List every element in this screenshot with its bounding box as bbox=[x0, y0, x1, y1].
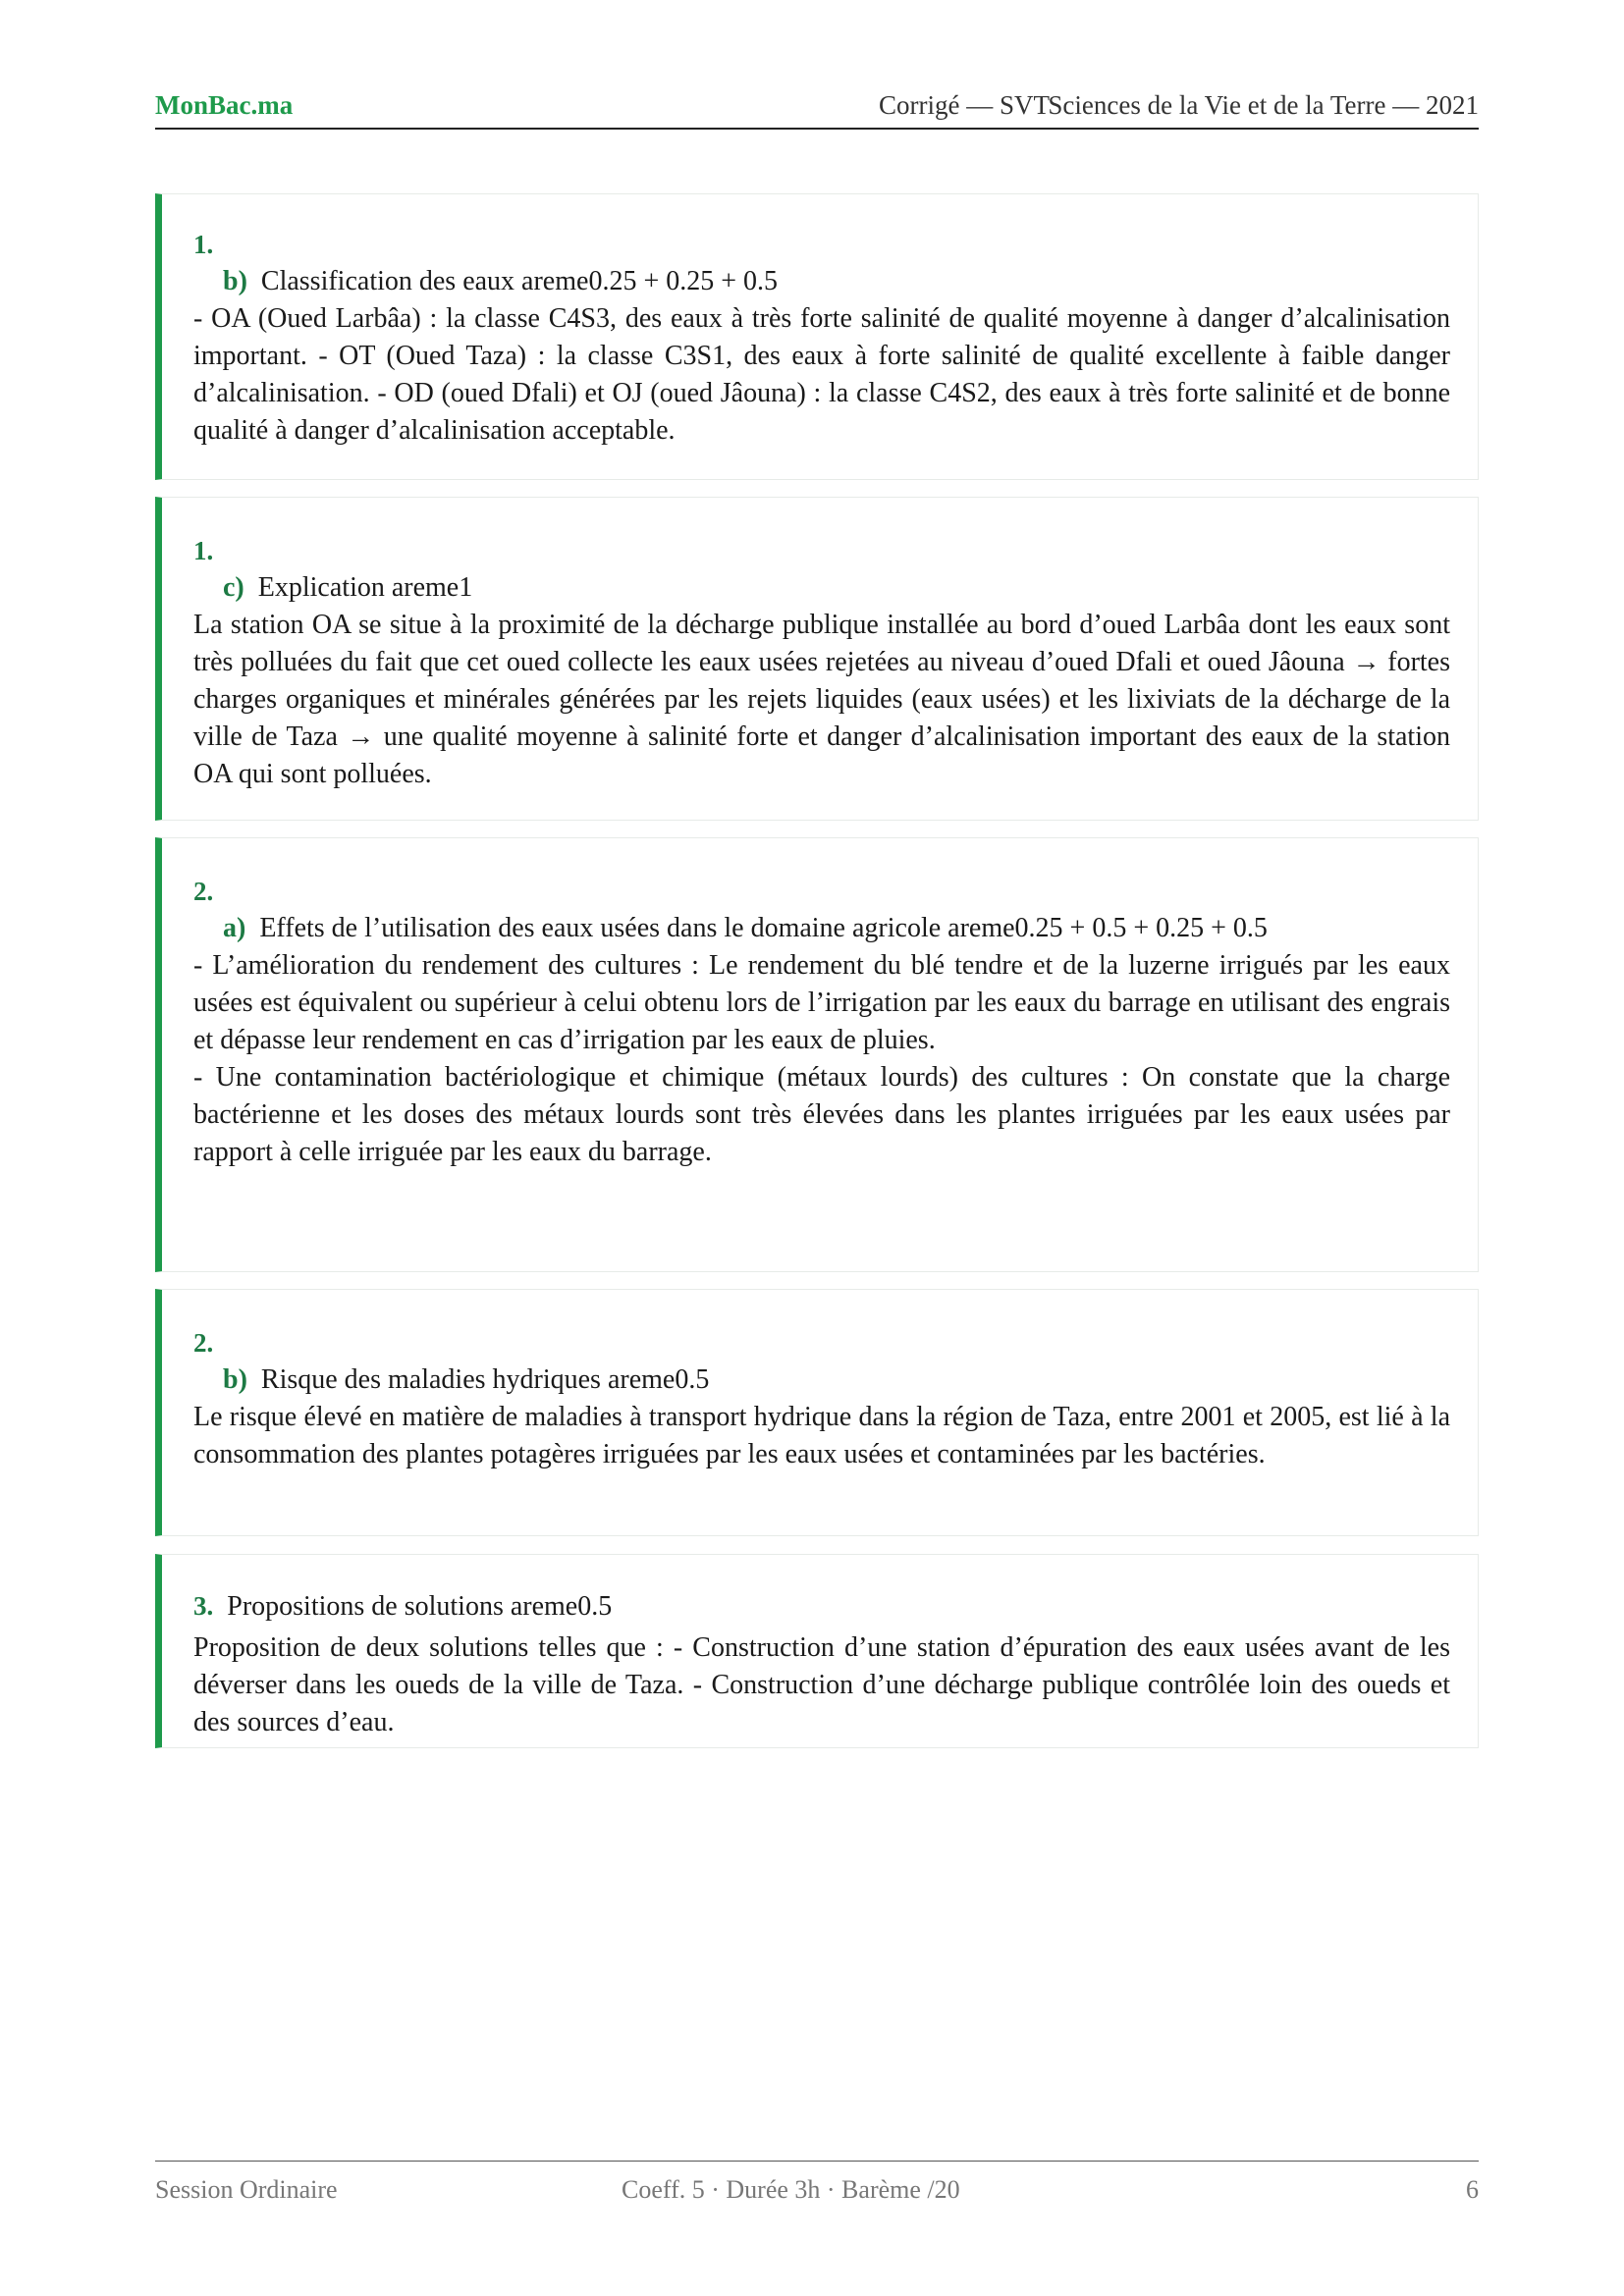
subquestion-heading bbox=[193, 1362, 1450, 1399]
subquestion-title: Classification des eaux areme0.25 + 0.25 + 0.5 bbox=[260, 266, 779, 296]
question-number: 1. bbox=[193, 536, 214, 565]
question-number: 2. bbox=[193, 877, 214, 906]
answer-block-2a bbox=[155, 837, 1479, 1272]
question-number: 2. bbox=[193, 1328, 214, 1358]
answer-text: - OA (Oued Larbâa) : la classe C4S3, des eaux à très forte salinité de qualité moyenne à danger d’alcalinisation important. - OT (Oued Taza) : la classe C3S1, des eaux à forte salinité de qualité excellente à faible danger d’alcalinisation. - OD (oued Dfali) et OJ (oued Jâouna) : la classe C4S2, des eaux à très forte salinité et de bonne qualité à danger d’alcalinisation acceptable. bbox=[193, 303, 1450, 446]
answer-block-1c bbox=[155, 497, 1479, 821]
answer-text: Le risque élevé en matière de maladies à transport hydrique dans la région de Taza, entre 2001 et 2005, est lié à la consommation des plantes potagères irriguées par les eaux usées et contaminées par les bactéries. bbox=[193, 1402, 1450, 1469]
answer-paragraph: - L’amélioration du rendement des cultures : Le rendement du blé tendre et de la luzerne irrigués par les eaux usées est équivalent ou supérieur à celui obtenu lors de l’irrigation par les eaux du barrage en utilisant des engrais et dépasse leur rendement en cas d’irrigation par les eaux de pluies. bbox=[193, 950, 1450, 1055]
subquestion-heading bbox=[193, 910, 1450, 947]
question-title: Propositions de solutions areme0.5 bbox=[227, 1591, 613, 1622]
subquestion-title: Effets de l’utilisation des eaux usées dans le domaine agricole areme0.25 + 0.5 + 0.25 + 0.5 bbox=[259, 913, 1268, 943]
question-heading bbox=[193, 1587, 1450, 1629]
page-number: 6 bbox=[1466, 2175, 1479, 2204]
answer-text: Proposition de deux solutions telles que : - Construction d’une station d’épuration des eaux usées avant de les déverser dans les oueds de la ville de Taza. - Construction d’une décharge publique contrôlée loin des oueds et des sources d’eau. bbox=[193, 1632, 1450, 1737]
subquestion-heading bbox=[193, 263, 1450, 300]
question-number: 1. bbox=[193, 230, 214, 259]
question-number: 3. bbox=[193, 1591, 214, 1621]
subquestion-title: Explication areme1 bbox=[257, 572, 473, 603]
answer-text: La station OA se situe à la proximité de la décharge publique installée au bord d’oued Larbâa dont les eaux sont très polluées du fait que cet oued collecte les eaux usées rejetées au niveau d’oued Dfali et oued Jâouna → fortes charges organiques et minérales générées par les rejets liquides (eaux usées) et les lixiviats de la décharge de la ville de Taza → une qualité moyenne à salinité forte et danger d’alcalinisation important des eaux de la station OA qui sont polluées. bbox=[193, 610, 1450, 789]
footer-exam-info: Coeff. 5 · Durée 3h · Barème /20 bbox=[622, 2175, 960, 2204]
header-subject: Corrigé — SVT bbox=[879, 90, 1050, 120]
page-footer bbox=[155, 2161, 1479, 2204]
page-header bbox=[155, 90, 1479, 130]
answer-block-2b bbox=[155, 1289, 1479, 1536]
subquestion-heading bbox=[193, 569, 1450, 607]
subquestion-letter: a) bbox=[223, 913, 246, 943]
answer-block-3 bbox=[155, 1554, 1479, 1748]
header-exam-title: Sciences de la Vie et de la Terre — 2021 bbox=[1048, 90, 1479, 120]
answer-block-1b bbox=[155, 193, 1479, 480]
brand-logo-text[interactable]: MonBac.ma bbox=[155, 90, 294, 120]
footer-session: Session Ordinaire bbox=[155, 2175, 338, 2204]
subquestion-letter: b) bbox=[223, 1364, 247, 1395]
subquestion-letter: b) bbox=[223, 266, 247, 296]
subquestion-letter: c) bbox=[223, 572, 244, 603]
answer-paragraph: - Une contamination bactériologique et chimique (métaux lourds) des cultures : On constate que la charge bactérienne et les doses des métaux lourds sont très élevées dans les plantes irriguées par les eaux usées par rapport à celle irriguée par les eaux du barrage. bbox=[193, 1062, 1450, 1167]
subquestion-title: Risque des maladies hydriques areme0.5 bbox=[260, 1364, 710, 1395]
